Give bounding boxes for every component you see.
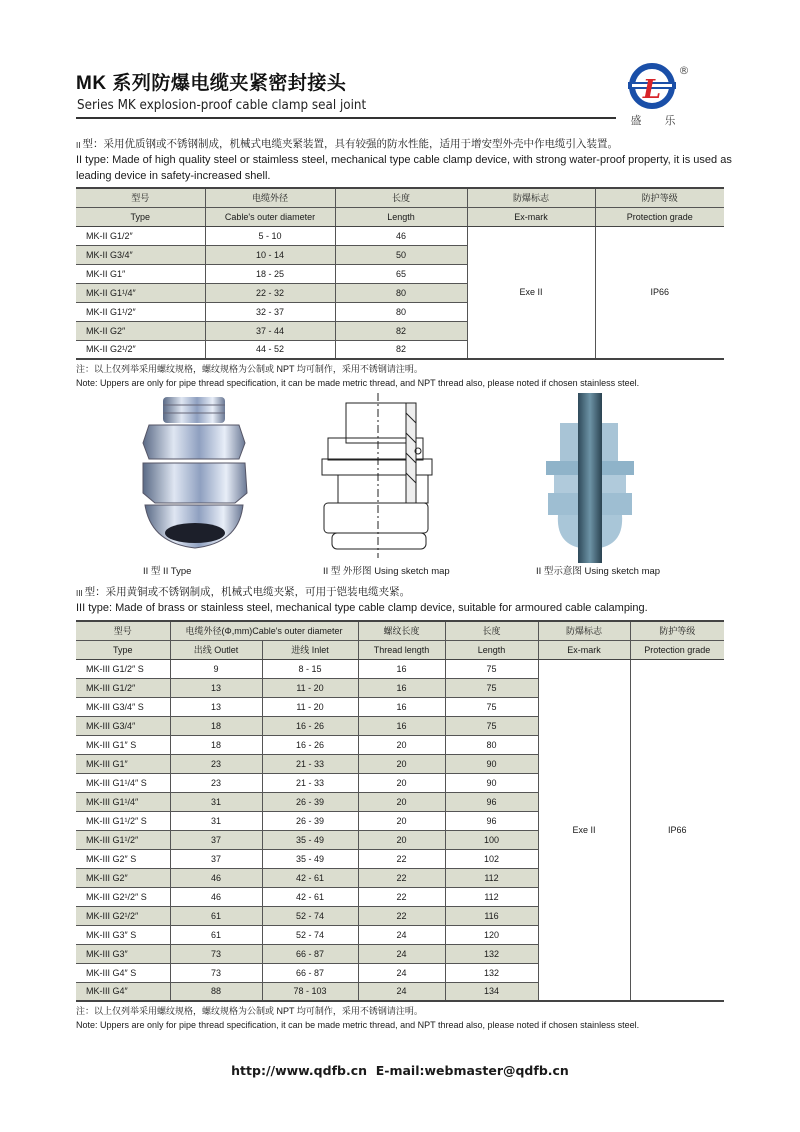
cell-type: MK-III G1″ xyxy=(76,754,170,773)
header-type: 型号 xyxy=(76,621,170,640)
cell-inlet: 66 - 87 xyxy=(262,944,358,963)
cell-inlet: 21 - 33 xyxy=(262,773,358,792)
caption-ii-photo: II 型 II Type xyxy=(143,566,192,577)
cell-type: MK-II G1¹/4″ xyxy=(76,283,205,302)
using-diagram-ii xyxy=(540,393,640,563)
cell-type: MK-II G1/2″ xyxy=(76,226,205,245)
cell-type: MK-II G2″ xyxy=(76,321,205,340)
cell-ex-mark: Exe II xyxy=(538,659,630,1001)
cell-outlet: 23 xyxy=(170,773,262,792)
section-ii-desc-cn: II 型：采用优质钢或不锈钢制成，机械式电缆夹紧装置，具有较强的防水性能，适用于增安型外壳中作电缆引入装置。 xyxy=(76,138,618,150)
cell-thread: 20 xyxy=(358,792,445,811)
cell-thread: 22 xyxy=(358,906,445,925)
cell-length: 82 xyxy=(335,340,467,359)
cell-type: MK-III G1″ S xyxy=(76,735,170,754)
cell-outlet: 46 xyxy=(170,868,262,887)
cell-inlet: 16 - 26 xyxy=(262,716,358,735)
cell-outlet: 61 xyxy=(170,925,262,944)
table-row xyxy=(76,226,724,245)
cell-length: 134 xyxy=(445,982,538,1001)
cell-thread: 24 xyxy=(358,982,445,1001)
cell-type: MK-II G2¹/2″ xyxy=(76,340,205,359)
cell-diameter: 37 - 44 xyxy=(205,321,335,340)
cell-type: MK-III G1¹/4″ xyxy=(76,792,170,811)
cell-length: 132 xyxy=(445,944,538,963)
registered-mark: ® xyxy=(678,64,690,77)
cell-diameter: 10 - 14 xyxy=(205,245,335,264)
cell-type: MK-III G3″ S xyxy=(76,925,170,944)
cell-length: 82 xyxy=(335,321,467,340)
cell-inlet: 11 - 20 xyxy=(262,697,358,716)
section-iii-table: 型号 电缆外径(Φ,mm)Cable's outer diameter 螺纹长度 长度 防爆标志 防护等级 Type 出线 Outlet 进线 Inlet Thread length Length Ex-mark Protection grade MK-III G1/2″ S 9 8 - 15 16 75 Exe II IP66 MK-III G1/2″ 13 11 - 20 16 75 MK-III G3/4″ S 13 11 - 20 16 75 MK-III G3/4″ 18 16 - 26 16 75 MK-III G1″ S 18 16 - 26 20 80 MK-III G1″ 23 21 - 33 20 90 MK-III G1¹/4″ S 23 21 - 33 20 90 MK-III G1¹/4″ 31 26 - 39 20 96 MK-III G1¹/2″ S 31 26 - 39 20 96 MK-III G1¹/2″ 37 35 - 49 20 100 MK-III G2″ S 37 35 - 49 22 102 MK-III G2″ 46 42 - 61 22 112 MK-III G2¹/2″ S 46 42 - 61 22 112 MK-III G2¹/2″ 61 52 - 74 22 116 MK-III G3″ S 61 52 - 74 24 120 MK-III G3″ 73 66 - 87 24 132 MK-III G4″ S 73 66 - 87 24 132 MK-III G4″ 88 78 - 103 24 134 xyxy=(76,620,724,1002)
cell-outlet: 73 xyxy=(170,944,262,963)
logo-char-1: 盛 xyxy=(630,115,642,127)
header-diameter: 电缆外径 xyxy=(205,188,335,207)
cell-inlet: 26 - 39 xyxy=(262,811,358,830)
cell-length: 80 xyxy=(335,302,467,321)
cell-type: MK-III G1¹/2″ xyxy=(76,830,170,849)
cell-length: 75 xyxy=(445,697,538,716)
title-prefix: MK xyxy=(76,73,107,94)
cell-length: 80 xyxy=(445,735,538,754)
cell-thread: 24 xyxy=(358,944,445,963)
cell-length: 132 xyxy=(445,963,538,982)
cell-outlet: 46 xyxy=(170,887,262,906)
cell-protection: IP66 xyxy=(630,659,724,1001)
section-iii-note-en: Note: Uppers are only for pipe thread specification, it can be made metric thread, and NPT thread also, please noted if chosen stainless steel. xyxy=(76,1020,640,1030)
cell-outlet: 18 xyxy=(170,735,262,754)
cell-length: 75 xyxy=(445,659,538,678)
cell-inlet: 52 - 74 xyxy=(262,906,358,925)
cell-length: 96 xyxy=(445,811,538,830)
cell-length: 116 xyxy=(445,906,538,925)
cell-outlet: 61 xyxy=(170,906,262,925)
header-diameter-group: 电缆外径(Φ,mm)Cable's outer diameter xyxy=(170,621,358,640)
page-subtitle: Series MK explosion-proof cable clamp seal joint xyxy=(77,98,367,113)
table-row xyxy=(76,659,724,678)
cell-outlet: 13 xyxy=(170,678,262,697)
cell-thread: 20 xyxy=(358,811,445,830)
cell-type: MK-III G1¹/2″ S xyxy=(76,811,170,830)
cell-outlet: 31 xyxy=(170,811,262,830)
cell-outlet: 37 xyxy=(170,830,262,849)
cell-thread: 16 xyxy=(358,659,445,678)
cell-type: MK-III G2″ S xyxy=(76,849,170,868)
cell-type: MK-II G3/4″ xyxy=(76,245,205,264)
logo-char-2: 乐 xyxy=(664,115,676,127)
company-logo xyxy=(622,62,694,128)
cell-length: 80 xyxy=(335,283,467,302)
cell-type: MK-III G1/2″ xyxy=(76,678,170,697)
cell-type: MK-III G2¹/2″ xyxy=(76,906,170,925)
section-ii-desc-en: II type: Made of high quality steel or staimless steel, mechanical type cable clamp device, with strong water-proof property, it is used as leading device in safety-increased shell. xyxy=(76,154,732,182)
cell-length: 112 xyxy=(445,887,538,906)
caption-ii-sketch: II 型 外形图 Using sketch map xyxy=(323,566,450,577)
cell-ex-mark: Exe II xyxy=(467,226,595,359)
header-protection: 防护等级 xyxy=(595,188,724,207)
cell-inlet: 78 - 103 xyxy=(262,982,358,1001)
cell-outlet: 37 xyxy=(170,849,262,868)
cell-diameter: 18 - 25 xyxy=(205,264,335,283)
cell-type: MK-III G3/4″ S xyxy=(76,697,170,716)
cell-thread: 16 xyxy=(358,697,445,716)
cell-diameter: 22 - 32 xyxy=(205,283,335,302)
product-photo-ii xyxy=(135,393,255,558)
cell-length: 120 xyxy=(445,925,538,944)
section-ii-note-en: Note: Uppers are only for pipe thread specification, it can be made metric thread, and NPT thread also, please noted if chosen stainless steel. xyxy=(76,378,640,388)
cell-outlet: 31 xyxy=(170,792,262,811)
cell-length: 96 xyxy=(445,792,538,811)
cell-thread: 20 xyxy=(358,754,445,773)
cell-inlet: 11 - 20 xyxy=(262,678,358,697)
cell-outlet: 18 xyxy=(170,716,262,735)
header-ex: 防爆标志 xyxy=(467,188,595,207)
cell-thread: 20 xyxy=(358,735,445,754)
cell-inlet: 16 - 26 xyxy=(262,735,358,754)
email-link[interactable]: E-mail:webmaster@qdfb.cn xyxy=(375,1063,569,1078)
section-ii-table: 型号 电缆外径 长度 防爆标志 防护等级 Type Cable's outer diameter Length Ex-mark Protection grade MK-II G1/2″ 5 - 10 46 Exe II IP66 MK-II G3/4″ 10 - 14 50 MK-II G1″ 18 - 25 65 MK-II G1¹/4″ 22 - 32 80 MK-II G1¹/2″ 32 - 37 80 MK-II G2″ 37 - 44 82 MK-II G2¹/2″ 44 - 52 82 xyxy=(76,187,724,360)
page-title xyxy=(76,68,346,95)
cell-inlet: 26 - 39 xyxy=(262,792,358,811)
title-divider xyxy=(76,117,616,119)
cell-type: MK-III G3″ xyxy=(76,944,170,963)
cell-length: 90 xyxy=(445,773,538,792)
cell-inlet: 35 - 49 xyxy=(262,830,358,849)
title-cn: 系列防爆电缆夹紧密封接头 xyxy=(112,73,347,94)
website-link[interactable]: http://www.qdfb.cn xyxy=(231,1063,368,1078)
cell-length: 90 xyxy=(445,754,538,773)
header-length: 长度 xyxy=(335,188,467,207)
footer-contact xyxy=(0,1063,800,1078)
cell-inlet: 21 - 33 xyxy=(262,754,358,773)
cell-outlet: 88 xyxy=(170,982,262,1001)
header-thread: 螺纹长度 xyxy=(358,621,445,640)
cell-type: MK-II G1¹/2″ xyxy=(76,302,205,321)
cell-diameter: 5 - 10 xyxy=(205,226,335,245)
cell-inlet: 42 - 61 xyxy=(262,887,358,906)
cell-inlet: 42 - 61 xyxy=(262,868,358,887)
cell-inlet: 66 - 87 xyxy=(262,963,358,982)
cell-type: MK-III G4″ S xyxy=(76,963,170,982)
cell-length: 100 xyxy=(445,830,538,849)
cell-inlet: 35 - 49 xyxy=(262,849,358,868)
cell-thread: 24 xyxy=(358,925,445,944)
logo-icon xyxy=(622,62,694,128)
header-ex: 防爆标志 xyxy=(538,621,630,640)
cell-thread: 24 xyxy=(358,963,445,982)
cell-thread: 16 xyxy=(358,678,445,697)
cell-type: MK-III G1¹/4″ S xyxy=(76,773,170,792)
cell-type: MK-III G3/4″ xyxy=(76,716,170,735)
logo-letter: L xyxy=(642,75,662,105)
cell-outlet: 23 xyxy=(170,754,262,773)
section-iii-desc-cn: III 型：采用黄铜或不锈钢制成，机械式电缆夹紧，可用于铠装电缆夹紧。 xyxy=(76,586,411,598)
header-outlet: 出线 Outlet xyxy=(170,640,262,659)
cell-length: 65 xyxy=(335,264,467,283)
header-type: 型号 xyxy=(76,188,205,207)
cell-type: MK-III G2″ xyxy=(76,868,170,887)
cell-outlet: 9 xyxy=(170,659,262,678)
cell-thread: 16 xyxy=(358,716,445,735)
section-iii-note-cn: 注：以上仅列举采用螺纹规格，螺纹规格为公制或 NPT 均可制作，采用不锈钢请注明。 xyxy=(76,1006,423,1016)
header-inlet: 进线 Inlet xyxy=(262,640,358,659)
cell-thread: 20 xyxy=(358,830,445,849)
cell-thread: 22 xyxy=(358,868,445,887)
cell-inlet: 8 - 15 xyxy=(262,659,358,678)
header-protection: 防护等级 xyxy=(630,621,724,640)
cell-length: 102 xyxy=(445,849,538,868)
cell-length: 75 xyxy=(445,716,538,735)
cell-thread: 22 xyxy=(358,849,445,868)
cell-inlet: 52 - 74 xyxy=(262,925,358,944)
cell-length: 46 xyxy=(335,226,467,245)
cell-diameter: 44 - 52 xyxy=(205,340,335,359)
cell-protection: IP66 xyxy=(595,226,724,359)
cell-diameter: 32 - 37 xyxy=(205,302,335,321)
caption-ii-diagram: II 型示意图 Using sketch map xyxy=(536,566,661,577)
cell-type: MK-II G1″ xyxy=(76,264,205,283)
cell-outlet: 73 xyxy=(170,963,262,982)
section-ii-note-cn: 注：以上仅列举采用螺纹规格，螺纹规格为公制或 NPT 均可制作，采用不锈钢请注明。 xyxy=(76,364,423,374)
cell-length: 50 xyxy=(335,245,467,264)
cell-type: MK-III G4″ xyxy=(76,982,170,1001)
cell-outlet: 13 xyxy=(170,697,262,716)
cell-thread: 22 xyxy=(358,887,445,906)
cell-length: 112 xyxy=(445,868,538,887)
sketch-map-ii xyxy=(318,393,438,558)
section-iii-desc-en: III type: Made of brass or stainless steel, mechanical type cable clamp device, suitable for armoured cable calamping. xyxy=(76,602,648,614)
cell-length: 75 xyxy=(445,678,538,697)
cell-thread: 20 xyxy=(358,773,445,792)
cell-type: MK-III G1/2″ S xyxy=(76,659,170,678)
header-length: 长度 xyxy=(445,621,538,640)
cell-type: MK-III G2¹/2″ S xyxy=(76,887,170,906)
